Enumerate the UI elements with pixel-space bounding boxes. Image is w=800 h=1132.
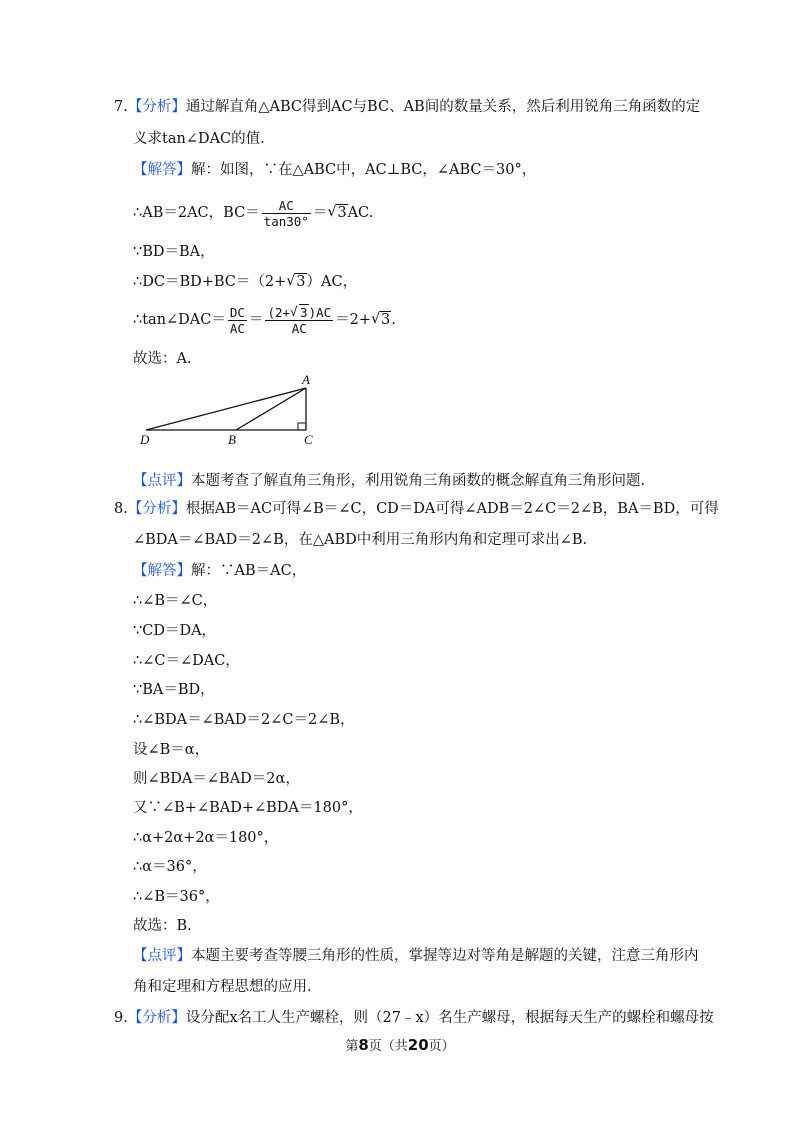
q7-answer-line5: [133, 303, 396, 337]
q7-l4-sqrt: [286, 272, 306, 292]
q8-step: ∴α+2α+2α＝180°，: [133, 830, 279, 846]
q7-analysis-line2: 义求tan∠DAC的值.: [133, 131, 265, 147]
q7-l5-fraction2: [265, 305, 333, 336]
q9-analysis-tag: 【分析】: [127, 1010, 186, 1026]
q8-answer-tag: 【解答】: [133, 563, 191, 579]
q7-answer-line1: [133, 160, 536, 180]
q7-l2-fraction: [262, 198, 311, 229]
q8-step: ∴∠BDA＝∠BAD＝2∠C＝2∠B，: [133, 712, 355, 728]
q7-l5-f2-num-post: )AC: [308, 304, 332, 320]
q7-l5-f2-numerator: [265, 305, 333, 321]
q9-analysis-text1: 设分配x名工人生产螺栓，则（27﹣x）名生产螺母，根据每天生产的螺栓和螺母按: [185, 1010, 714, 1026]
q8-step: ∴∠C＝∠DAC，: [133, 653, 240, 669]
q9-analysis-line1: [114, 1008, 714, 1028]
right-angle-mark: [298, 423, 306, 430]
q7-l5-f1-numerator: DC: [229, 304, 245, 320]
footer-page-number: 8: [358, 1036, 369, 1054]
q7-l2-sqrt: [327, 196, 347, 230]
q7-l5-sqrt: [371, 303, 391, 337]
q9-number: 9.: [114, 1010, 128, 1026]
footer-total-pages: 20: [407, 1036, 429, 1054]
q7-comment-tag: 【点评】: [133, 473, 191, 489]
q8-analysis-line1: [114, 499, 719, 519]
q8-answer-line1: [133, 561, 306, 581]
q7-l2-denominator: tan30°: [263, 213, 309, 229]
q7-l2-radicand: 3: [337, 205, 347, 221]
q7-l5-post: ＝2+: [335, 312, 372, 328]
q8-comment-line1: [133, 946, 699, 966]
q7-l5-fraction1: [228, 305, 247, 336]
q7-l5-f2-num-pre: (2+: [267, 304, 291, 320]
label-a: A: [302, 372, 310, 387]
q7-l5-f2-sqrt: [290, 305, 309, 320]
q8-analysis-text1: 根据AB＝AC可得∠B＝∠C，CD＝DA可得∠ADB＝2∠C＝2∠B，BA＝BD，可得: [185, 501, 719, 517]
q7-number: 7.: [114, 99, 128, 115]
q7-comment: [133, 471, 645, 491]
q7-answer-tag: 【解答】: [133, 162, 191, 178]
q8-step: 则∠BDA＝∠BAD＝2α，: [133, 771, 300, 787]
q7-l2-pre: ∴AB＝2AC，BC＝: [133, 205, 260, 221]
footer-post: 页）: [428, 1039, 455, 1054]
q8-number: 8.: [114, 501, 128, 517]
q8-step: ∵CD＝DA，: [133, 623, 217, 639]
q7-comment-text: 本题考查了解直角三角形，利用锐角三角函数的概念解直角三角形问题.: [191, 473, 646, 489]
q7-answer-line4: [133, 272, 357, 292]
q8-comment-line2: 角和定理和方程思想的应用.: [133, 979, 312, 995]
q7-l5-pre: ∴tan∠DAC＝: [133, 312, 226, 328]
q8-answer-text1: 解：∵AB＝AC，: [191, 563, 307, 579]
q7-l5-radicand: 3: [381, 312, 391, 328]
page-footer: [0, 1035, 800, 1054]
q7-l5-eq: ＝: [248, 312, 264, 328]
q7-l5-f1-denominator: AC: [229, 320, 245, 336]
q7-analysis-line1: [114, 97, 700, 117]
label-c: C: [304, 432, 313, 447]
q7-answer-line2: [133, 196, 373, 230]
q7-l2-end: AC.: [347, 205, 374, 221]
q8-analysis-tag: 【分析】: [127, 501, 186, 517]
line-da: [146, 388, 306, 430]
q8-step: ∴α＝36°，: [133, 859, 207, 875]
q7-l4-radicand: 3: [296, 274, 306, 290]
q7-l2-eq: ＝: [312, 205, 328, 221]
q7-analysis-text1: 通过解直角△ABC得到AC与BC、AB间的数量关系，然后利用锐角三角函数的定: [185, 99, 701, 115]
q8-comment-tag: 【点评】: [133, 948, 191, 964]
q7-l5-f2-denominator: AC: [291, 320, 307, 336]
q8-comment-text1: 本题主要考查等腰三角形的性质，掌握等边对等角是解题的关键，注意三角形内: [191, 948, 699, 964]
q7-l5-f2-radicand: 3: [300, 304, 308, 320]
q8-choice: 故选：B.: [133, 918, 192, 934]
q8-step: ∵BA＝BD，: [133, 682, 215, 698]
q7-l5-end: .: [391, 312, 396, 328]
footer-mid: 页（共: [368, 1039, 408, 1054]
q7-l4-end: ）AC，: [306, 274, 358, 290]
q7-answer-text1: 解：如图，∵在△ABC中，AC⊥BC，∠ABC＝30°，: [191, 162, 537, 178]
q8-step: ∴∠B＝36°，: [133, 889, 220, 905]
footer-pre: 第: [345, 1039, 359, 1054]
q7-l2-numerator: AC: [262, 198, 311, 214]
q7-l4-pre: ∴DC＝BD+BC＝（2+: [133, 274, 287, 290]
q8-step: 设∠B＝α，: [133, 742, 210, 758]
q7-choice: 故选：A.: [133, 351, 192, 367]
label-d: D: [140, 432, 150, 447]
q8-step: 又∵∠B+∠BAD+∠BDA＝180°，: [133, 800, 363, 816]
q7-analysis-tag: 【分析】: [127, 99, 186, 115]
label-b: B: [228, 432, 236, 447]
line-ba: [236, 388, 306, 430]
q8-analysis-line2: ∠BDA＝∠BAD＝2∠B，在△ABD中利用三角形内角和定理可求出∠B.: [133, 532, 588, 548]
q8-step: ∴∠B＝∠C，: [133, 593, 218, 609]
q7-answer-line3: ∵BD＝BA，: [133, 244, 215, 260]
q7-triangle-figure: [138, 372, 328, 450]
